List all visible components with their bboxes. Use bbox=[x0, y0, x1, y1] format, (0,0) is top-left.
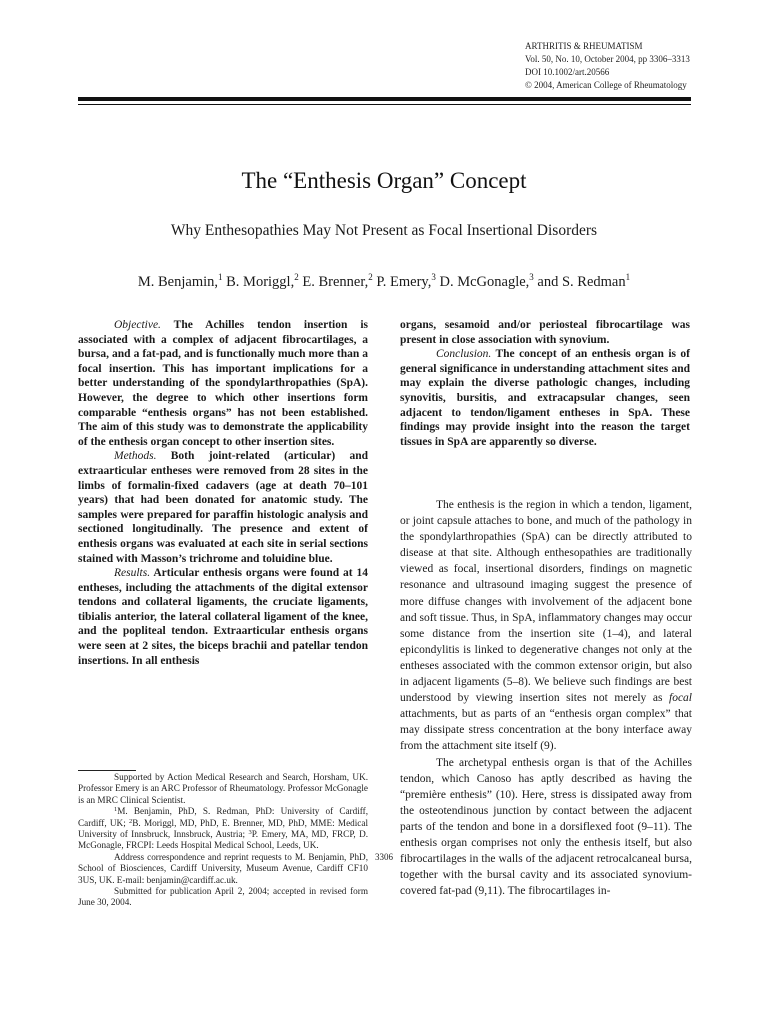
footnote-correspondence: Address correspondence and reprint requests to M. Benjamin, PhD, School of Biosciences, Cardiff University, Museum Avenue, Cardiff CF10 3US, UK. E-mail: benjamin@cardiff.ac.uk. bbox=[78, 851, 368, 885]
abstract-conclusion: Conclusion. The concept of an enthesis organ is of general significance in understanding attachment sites and may explain the diverse pathologic changes, including synovitis, bursitis, and extracapsular changes, seen adjacent to tendon/ligament entheses in SpA. These findings may provide insight into the reason the target tissues in SpA are apparently so diverse. bbox=[400, 348, 690, 448]
abstract-results: Results. Articular enthesis organs were found at 14 entheses, including the attachments of the digital extensor tendons and collateral ligaments, the cruciate ligaments, tibialis anterior, the lateral collateral ligament of the knee, and the popliteal tendon. Extraarticular enthesis organs were seen at 2 sites, the biceps brachii and patellar tendon insertions. In all enthesis bbox=[78, 567, 368, 667]
journal-header bbox=[525, 40, 690, 92]
article-title: The “Enthesis Organ” Concept bbox=[241, 168, 527, 193]
author: E. Brenner,$^2$ bbox=[302, 272, 373, 290]
journal-copyright: © 2004, American College of Rheumatology bbox=[525, 80, 687, 90]
journal-doi: DOI 10.1002/art.20566 bbox=[525, 67, 610, 77]
abstract-column-right bbox=[400, 318, 690, 449]
author: M. Benjamin,$^1$ bbox=[137, 272, 223, 290]
article-subtitle: Why Enthesopathies May Not Present as Focal Insertional Disorders bbox=[170, 222, 598, 239]
body-paragraph: The archetypal enthesis organ is that of the Achilles tendon, which Canoso has aptly described as having the “première enthesis” (10). Here, stress is dissipated away from the osteotendinous junction by contact between the adjacent parts of the tendon and bone in a dorsiflexed foot (9–11). The enthesis organ comprises not only the enthesis itself, but also fibrocartilages in the walls of the adjacent retrocalcaneal bursa, together with the bursal cavity and its associated synovium-covered fat-pad (9,11). The fibrocartilages in- bbox=[400, 756, 692, 898]
footnote-affiliations: $^1$M. Benjamin, PhD, S. Redman, PhD: University of Cardiff, Cardiff, UK; $^2$B. Moriggl, MD, PhD, E. Brenner, MD, PhD, MME: Medical University of Innsbruck, Innsbruck, Austria; $^3$P. Emery, MA, MD, FRCP, D. McGonagle, FRCPI: Leeds Hospital Medical School, Leeds, UK. bbox=[78, 806, 369, 851]
author: B. Moriggl,$^2$ bbox=[226, 272, 299, 290]
footnote-support: Supported by Action Medical Research and Search, Horsham, UK. Professor Emery is an ARC Professor of Rheumatology. Professor McGonagle is an MRC Clinical Scientist. bbox=[78, 772, 368, 805]
journal-name: ARTHRITIS & RHEUMATISM bbox=[525, 41, 643, 51]
body-text-column bbox=[400, 497, 692, 899]
header-rule-thick bbox=[78, 97, 691, 101]
author: D. McGonagle,$^3$ and bbox=[439, 272, 562, 290]
abstract-column-left bbox=[78, 318, 368, 668]
abstract-objective: Objective. The Achilles tendon insertion is associated with a complex of adjacent fibrocartilages, a bursa, and a fat-pad, and is functionally much more than a focal insertion. This has important implications for a better understanding of the spondylarthropathies (SpA). However, the degree to which other insertions form comparable “enthesis organs” has not been established. The aim of this study was to demonstrate the applicability of the enthesis organ concept to other insertion sites. bbox=[78, 319, 368, 448]
body-paragraph: The enthesis is the region in which a tendon, ligament, or joint capsule attaches to bone, and much of the pathology in the spondylarthropathies (SpA) can be directly attributed to disease at that site. Although enthesopathies are traditionally viewed as focal, insertional disorders, findings on magnetic resonance and ultrasound imaging suggest the presence of more diffuse changes with involvement of the adjacent bone and soft tissue. Thus, in SpA, inflammatory changes may occur some distance from the insertion site (1–4), and lateral epicondylitis is linked to degenerative changes not only at the entheses associated with the common extensor origin, but also in adjacent ligaments (5–8). We believe such findings are best understood by viewing insertion sites not merely as focal attachments, but as parts of an “enthesis organ complex” that may dissipate stress concentration at the bony interface away from the attachment site itself (9). bbox=[400, 499, 692, 753]
author-list bbox=[0, 274, 768, 291]
abstract-results-continued: organs, sesamoid and/or periosteal fibrocartilage was present in close association with synovium. bbox=[400, 319, 690, 346]
abstract-methods: Methods. Both joint-related (articular) and extraarticular entheses were removed from 28 sites in the limbs of formalin-fixed cadavers (age at death 70–101 years) that had been donated for anatomic study. The samples were prepared for paraffin histologic analysis and sectioned longitudinally. The presence and extent of enthesis organs was evaluated at each site in serial sections stained with Masson’s trichrome and toluidine blue. bbox=[78, 450, 368, 565]
footnote-rule bbox=[78, 770, 136, 771]
author: S. Redman$^1$ bbox=[561, 272, 631, 290]
header-rule-thin bbox=[78, 104, 691, 105]
journal-volume: Vol. 50, No. 10, October 2004, pp 3306–3313 bbox=[525, 54, 690, 64]
footnote-submitted: Submitted for publication April 2, 2004; accepted in revised form June 30, 2004. bbox=[78, 886, 368, 908]
author: P. Emery,$^3$ bbox=[376, 272, 436, 290]
page-number: 3306 bbox=[375, 852, 393, 862]
footnotes bbox=[78, 772, 368, 909]
